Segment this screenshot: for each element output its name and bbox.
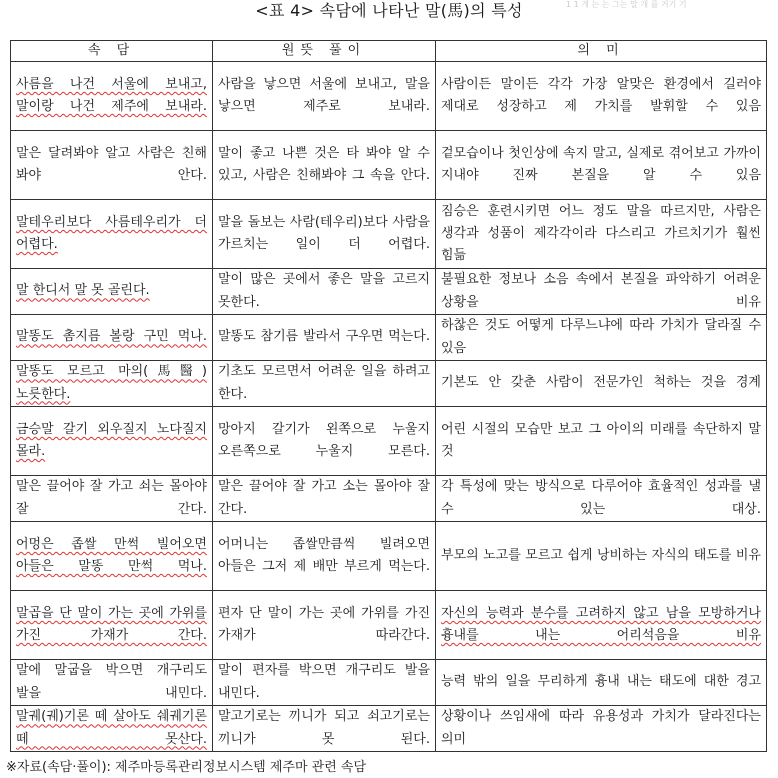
proverb-cell: 말은 달려봐야 알고 사람은 친해 봐야 안다. bbox=[11, 131, 213, 200]
table-row bbox=[11, 361, 767, 407]
literal-cell: 말이 좋고 나쁜 것은 타 봐야 알 수 있고, 사람은 친해봐야 그 속을 안다. bbox=[213, 131, 436, 200]
column-header-meaning: 의 미 bbox=[436, 41, 767, 62]
meaning-cell: 어린 시절의 모습만 보고 그 아이의 미래를 속단하지 말 것 bbox=[436, 407, 767, 476]
literal-cell: 망아지 갈기가 왼쪽으로 누울지 오른쪽으로 누울지 모른다. bbox=[213, 407, 436, 476]
meaning-cell: 불필요한 정보나 소음 속에서 본질을 파악하기 어려운 상황을 비유 bbox=[436, 269, 767, 315]
proverb-cell: 말 한디서 말 못 골린다. bbox=[11, 269, 213, 315]
proverb-cell: 말테우리보다 사름테우리가 더 어렵다. bbox=[11, 200, 213, 269]
proverb-cell: 금승말 갈기 외우질지 노다질지 몰라. bbox=[11, 407, 213, 476]
literal-cell: 어머니는 좁쌀만큼씩 빌려오면 아들은 그저 제 배만 부르게 먹는다. bbox=[213, 522, 436, 591]
literal-cell: 말을 돌보는 사람(테우리)보다 사람을 가르치는 일이 더 어렵다. bbox=[213, 200, 436, 269]
proverb-cell: 말궤(궤)기론 떼 살아도 쉐궤기론 떼 못산다. bbox=[11, 706, 213, 752]
proverb-cell: 말곱을 단 말이 가는 곳에 가위를 가진 가재가 간다. bbox=[11, 591, 213, 660]
proverb-cell: 말똥도 모르고 마의(馬醫) 노릇한다. bbox=[11, 361, 213, 407]
table-caption: <표 4> 속담에 나타난 말(馬)의 특성 bbox=[255, 1, 523, 20]
column-header-proverb: 속 담 bbox=[11, 41, 213, 62]
table-row bbox=[11, 131, 767, 200]
proverb-cell: 말은 끌어야 잘 가고 쇠는 몰아야 잘 간다. bbox=[11, 476, 213, 522]
proverb-cell: 사름을 나건 서울에 보내고, 말이랑 나건 제주에 보내라. bbox=[11, 62, 213, 131]
table-row bbox=[11, 407, 767, 476]
table-row bbox=[11, 269, 767, 315]
literal-cell: 말이 많은 곳에서 좋은 말을 고르지 못한다. bbox=[213, 269, 436, 315]
table-row bbox=[11, 706, 767, 752]
proverb-table bbox=[10, 40, 767, 752]
proverb-cell: 어멍은 좁쌀 만썩 빌어오면 아들은 말똥 만썩 먹나. bbox=[11, 522, 213, 591]
literal-cell: 말똥도 참기름 발라서 구우면 먹는다. bbox=[213, 315, 436, 361]
proverb-cell: 말에 말굽을 박으면 개구리도 발을 내민다. bbox=[11, 660, 213, 706]
faded-header-fragment: 1 1 개 는 는 그는 말 개 를 거기 기 bbox=[566, 0, 687, 9]
table-row bbox=[11, 476, 767, 522]
meaning-cell: 부모의 노고를 모르고 쉽게 낭비하는 자식의 태도를 비유 bbox=[436, 522, 767, 591]
literal-cell: 편자 단 말이 가는 곳에 가위를 가진 가재가 따라간다. bbox=[213, 591, 436, 660]
literal-cell: 사람을 낳으면 서울에 보내고, 말을 낳으면 제주로 보내라. bbox=[213, 62, 436, 131]
meaning-cell: 짐승은 훈련시키면 어느 정도 말을 따르지만, 사람은 생각과 성품이 제각각이라 다스리고 가르치기가 훨씬 힘듦 bbox=[436, 200, 767, 269]
source-note: ※자료(속담·풀이): 제주마등록관리정보시스템 제주마 관련 속담 bbox=[6, 760, 367, 775]
table-row bbox=[11, 62, 767, 131]
meaning-cell: 능력 밖의 일을 무리하게 흉내 내는 태도에 대한 경고 bbox=[436, 660, 767, 706]
literal-cell: 말은 끌어야 잘 가고 소는 몰아야 잘 간다. bbox=[213, 476, 436, 522]
literal-cell: 말고기로는 끼니가 되고 쇠고기로는 끼니가 못 된다. bbox=[213, 706, 436, 752]
literal-cell: 기초도 모르면서 어려운 일을 하려고 한다. bbox=[213, 361, 436, 407]
meaning-cell: 기본도 안 갖춘 사람이 전문가인 척하는 것을 경계 bbox=[436, 361, 767, 407]
table-row bbox=[11, 522, 767, 591]
meaning-cell: 상황이나 쓰임새에 따라 유용성과 가치가 달라진다는 의미 bbox=[436, 706, 767, 752]
table-row bbox=[11, 315, 767, 361]
table-header-row bbox=[11, 41, 767, 62]
meaning-cell: 겉모습이나 첫인상에 속지 말고, 실제로 겪어보고 가까이 지내야 진짜 본질을 알 수 있음 bbox=[436, 131, 767, 200]
literal-cell: 말이 편자를 박으면 개구리도 발을 내민다. bbox=[213, 660, 436, 706]
meaning-cell: 사람이든 말이든 각각 가장 알맞은 환경에서 길러야 제대로 성장하고 제 가치를 발휘할 수 있음 bbox=[436, 62, 767, 131]
meaning-cell: 각 특성에 맞는 방식으로 다루어야 효율적인 성과를 낼 수 있는 대상. bbox=[436, 476, 767, 522]
table-row bbox=[11, 660, 767, 706]
proverb-cell: 말똥도 촘지름 볼랑 구민 먹나. bbox=[11, 315, 213, 361]
table-row bbox=[11, 200, 767, 269]
meaning-cell: 자신의 능력과 분수를 고려하지 않고 남을 모방하거나 흉내를 내는 어리석음을 비유 bbox=[436, 591, 767, 660]
meaning-cell: 하찮은 것도 어떻게 다루느냐에 따라 가치가 달라질 수 있음 bbox=[436, 315, 767, 361]
column-header-literal: 원뜻 풀이 bbox=[213, 41, 436, 62]
table-row bbox=[11, 591, 767, 660]
